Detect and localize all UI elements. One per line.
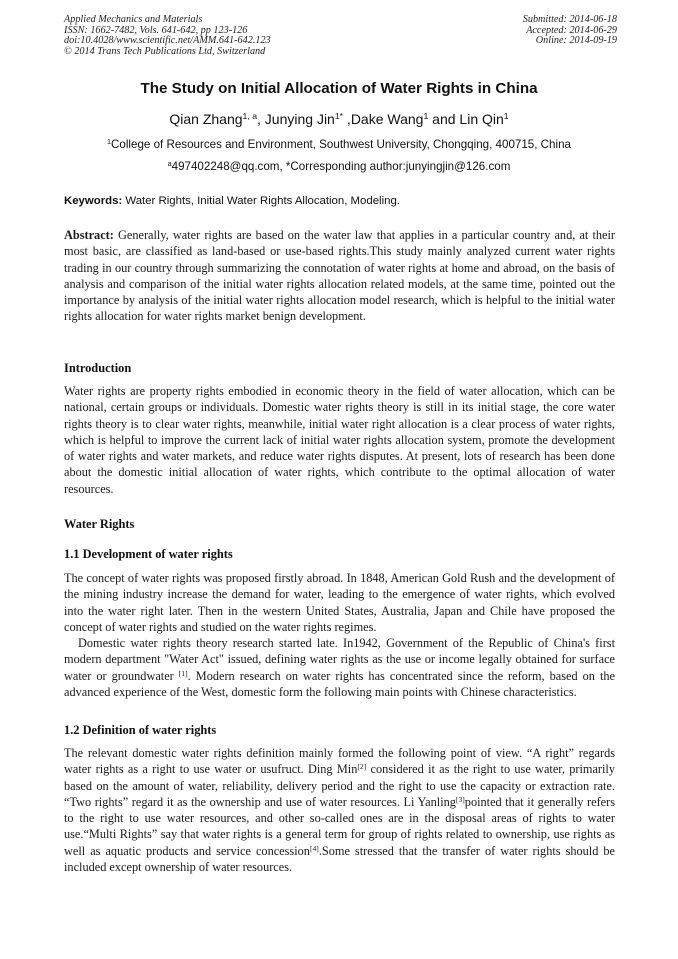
affiliation: [0, 138, 678, 151]
abstract-label: Abstract:: [64, 228, 114, 242]
section-1-1-heading: 1.1 Development of water rights: [64, 547, 233, 561]
section-1-2-body: [64, 745, 615, 875]
author-affiliation-mark: 1*: [334, 111, 344, 122]
citation-ref: [2]: [357, 762, 367, 772]
contact-emails: [0, 160, 678, 173]
citation-ref: [3]: [455, 794, 465, 804]
email-text: 497402248@qq.com, *Corresponding author:junyingjin@126.com: [171, 160, 511, 173]
water-rights-heading: Water Rights: [64, 517, 135, 531]
affiliation-mark: 1: [107, 137, 112, 147]
journal-name: Applied Mechanics and Materials: [64, 14, 203, 25]
keywords: [64, 195, 619, 207]
author-name: and Lin Qin: [428, 111, 504, 127]
submitted-date: Submitted: 2014-06-18: [522, 14, 617, 25]
author-affiliation-mark: 1, a: [242, 111, 258, 122]
author-list: [0, 111, 678, 127]
abstract: [64, 227, 615, 325]
citation-ref: [1]: [178, 668, 188, 678]
accepted-date: Accepted: 2014-06-29: [526, 24, 617, 36]
section-1-2-heading: 1.2 Definition of water rights: [64, 723, 217, 737]
paper-title: The Study on Initial Allocation of Water Rights in China: [140, 80, 538, 97]
journal-issn: ISSN: 1662-7482, Vols. 641-642, pp 123-126: [64, 24, 248, 36]
author-affiliation-mark: 1: [503, 111, 509, 122]
introduction-heading: Introduction: [64, 361, 132, 375]
author-name: Qian Zhang: [169, 111, 243, 127]
author-affiliation-mark: 1: [423, 111, 429, 122]
journal-doi: doi:10.4028/www.scientific.net/AMM.641-642.123: [64, 35, 271, 47]
section-1-1-paragraph-2: Domestic water rights theory research started late. In1942, Government of the Republic of China's first modern department "Water Act" issued, defining water rights as the use or income legally obtained for surface water or groundwater [1]. Modern research on water rights has concentrated since the reform, based on the advanced experience of the West, domestic form the following main points with Chinese characteristics.: [64, 636, 615, 700]
introduction-body: [64, 383, 615, 497]
citation-ref: [4]: [309, 843, 319, 853]
section-1-1-body: [64, 570, 615, 700]
online-date: Online: 2014-09-19: [535, 35, 617, 47]
journal-header-right: [523, 15, 617, 47]
section-1-1-paragraph-1: The concept of water rights was proposed firstly abroad. In 1848, American Gold Rush and the development of the mining industry increase the demand for water, leading to the emergence of water rights, which evolved into the water right later. Then in the western United States, Australia, Japan and Chile have proposed the concept of water rights and studied on the water rights regimes.: [64, 571, 615, 634]
keywords-text: Water Rights, Initial Water Rights Allocation, Modeling.: [122, 195, 400, 207]
email-mark: a: [167, 159, 172, 169]
affiliation-text: College of Resources and Environment, Southwest University, Chongqing, 400715, China: [111, 138, 571, 151]
journal-copyright: © 2014 Trans Tech Publications Ltd, Switzerland: [64, 45, 266, 57]
abstract-text: Generally, water rights are based on the water law that applies in a particular country and, at their most basic, are classified as land-based or use-based rights.This study mainly analyzed current water rights trading in our country through summarizing the connotation of water rights at home and abroad, on the basis of analysis and comparison of the initial water rights allocation related models, at the same time, pointed out the importance by analysis of the initial water rights allocation model research, which is helpful to the initial water rights allocation for water rights market benign development.: [64, 228, 615, 324]
introduction-paragraph: Water rights are property rights embodied in economic theory in the field of water allocation, which can be national, certain groups or individuals. Domestic water rights theory is still in its initial stage, the core water rights theory is to clear water rights, meanwhile, initial water right allocation is a clear process of water rights, which is helpful to improve the current lack of initial water rights allocation system, promote the development of water rights and water markets, and reduce water rights disputes. At present, lots of research has been done about the domestic initial allocation of water rights, which contribute to the optimal allocation of water resources.: [64, 384, 615, 496]
keywords-label: Keywords:: [64, 195, 123, 207]
author-name: , Junying Jin: [257, 111, 335, 127]
author-name: ,Dake Wang: [343, 111, 424, 127]
section-1-2-paragraph: The relevant domestic water rights definition mainly formed the following point of view. “A right” regards water rights as a right to use water or usufruct. Ding Min[2] considered it as the right to use water, primarily based on the amount of water, reliability, delivery period and the right to use the capacity or extraction rate. “Two rights” regard it as the ownership and use of water resources. Li Yanling[3]pointed that it generally refers to the right to use water resources, and other so-called ones are in the disposal areas of rights to water use.“Multi Rights” say that water rights is a general term for group of rights related to ownership, use rights as well as aquatic products and service concession[4].Some stressed that the transfer of water rights should be included except ownership of water resources.: [64, 746, 615, 875]
journal-header-left: [64, 15, 271, 57]
